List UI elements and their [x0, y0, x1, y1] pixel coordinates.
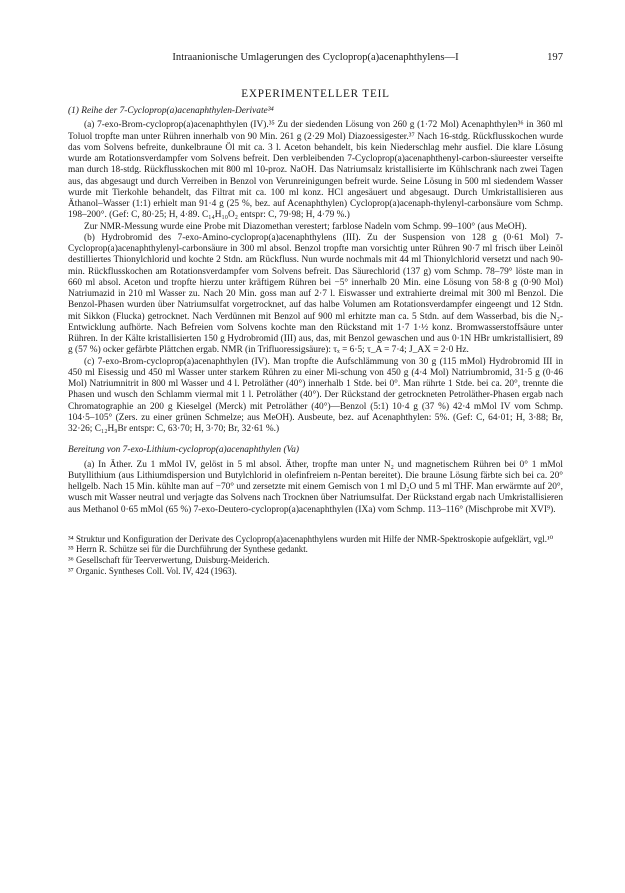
- footnotes: [68, 534, 563, 576]
- footnote-34: ³⁴ Struktur und Konfiguration der Derivate des Cycloprop(a)acenaphthylens wurden mit Hilfe der NMR-Spektroskopie aufgeklärt, vgl.¹⁰: [68, 533, 554, 544]
- subheading-lithium: Bereitung von 7-exo-Lithium-cycloprop(a)acenaphthylen (Va): [68, 445, 300, 456]
- page: [68, 52, 563, 576]
- body-text: [68, 106, 563, 516]
- footnote-35: ³⁵ Herrn R. Schütze sei für die Durchführung der Synthese gedankt.: [68, 544, 308, 555]
- paragraph-ether: (a) In Äther. Zu 1 mMol IV, gelöst in 5 ml absol. Äther, tropfte man unter N₂ und magnetischem Rühren bei 0° 1 mMol Butyllithium (aus Lithiumdispersion und Butylchlorid in olefinfreiem n-Pentan bereitet). Die braune Lösung färbte sich bei ca. 20° hellgelb. Nach 15 Min. kühlte man auf −70° und zersetzte mit einem Gemisch von 1 ml D₂O und 5 ml THF. Man erwärmte auf 20°, wusch mit Wasser neutral und verjagte das Solvens nach Trocknen über Natriumsulfat. Der Rückstand ergab nach Umkristallisieren aus Methanol 0·65 mMol (65 %) 7-exo-Deutero-cycloprop(a)acenaphthylen (IXa) vom Schmp. 113–116° (Mischprobe mit XVI⁹).: [68, 459, 563, 515]
- footnote-36: ³⁶ Gesellschaft für Teerverwertung, Duisburg-Meiderich.: [68, 554, 270, 565]
- running-head-title: Intraanionische Umlagerungen des Cycloprop(a)acenaphthylens—I: [172, 52, 459, 63]
- paragraph-c: (c) 7-exo-Brom-cycloprop(a)acenaphthylen (IV). Man tropfte die Aufschlämmung von 30 g (115 mMol) Hydrobromid III in 450 ml Eisessig und 450 ml Wasser unter starkem Rühren zu einer Mi-schung von 450 g (4·4 Mol) Natriumbromid, 31·5 g (0·46 Mol) Natriumnitrit in 800 ml Wasser und 4 l. Petroläther (40°) innerhalb 1 Stde. bei 0°. Man rührte 1 Stde. bei ca. 20°, trennte die Phasen und wusch den Schlamm viermal mit 1 l. Petroläther (40°). Der Rückstand der getrockneten Petroläther-Phasen ergab nach Chromatographie an 200 g Kieselgel (Merck) mit Petroläther (40°)—Benzol (5:1) 10·4 g (37 %) 42·4 mMol IV vom Schmp. 104·5–105° (Zers. zu einer grünen Schmelze; aus MeOH). Ausbeute, bez. auf Acenaphthylen: 5%. (Gef: C, 64·01; H, 3·88; Br, 32·26; C₁₂H₉Br entspr: C, 63·70; H, 3·70; Br, 32·61 %.): [68, 356, 563, 434]
- footnote-37: ³⁷ Organic. Syntheses Coll. Vol. IV, 424 (1963).: [68, 565, 237, 576]
- section-title: EXPERIMENTELLER TEIL: [241, 88, 390, 100]
- paragraph-a: (a) 7-exo-Brom-cycloprop(a)acenaphthylen (IV).³⁵ Zu der siedenden Lösung von 260 g (1·72 Mol) Acenaphthylen³⁶ in 360 ml Toluol tropfte man unter Rühren innerhalb von 90 Min. 261 g (2·29 Mol) Diazoessigester.³⁷ Nach 16-stdg. Rückflusskochen wurde das vom Solvens befreite, dunkelbraune Öl mit ca. 3 l. Aceton behandelt, bis kein Niederschlag mehr ausfiel. Die klare Lösung wurde am Rotationsverdampfer vom Solvens befreit. Den verbleibenden 7-Cycloprop(a)acenaphthenyl-carbon-säureester verseifte man durch 18-stdg. Rückflusskochen mit 800 ml 10-proz. NaOH. Das Natriumsalz kristallisierte im Kühlschrank nach zwei Tagen aus, das abgesaugt und durch Verreiben in Benzol von Verunreinigungen befreit wurde. Seine Lösung in 500 ml siedendem Wasser wurde mit Tierkohle behandelt, das Filtrat mit ca. 100 ml konz. HCl angesäuert und abgesaugt. Durch Umkristallisieren aus Äthanol–Wasser (1:1) erhielt man 91·4 g (25 %, bez. auf Acenaphthylen) Cycloprop(a)acenaph-thylenyl-carbonsäure vom Schmp. 198–200°. (Gef: C, 80·25; H, 4·89. C₁₄H₁₀O₂ entspr: C, 79·98; H, 4·79 %.): [68, 120, 563, 221]
- page-number: 197: [547, 52, 563, 63]
- paragraph-nmr: Zur NMR-Messung wurde eine Probe mit Diazomethan verestert; farblose Nadeln vom Schmp. 99–100° (aus MeOH).: [84, 221, 527, 232]
- running-head: [68, 52, 563, 68]
- subheading-derivatives: (1) Reihe der 7-Cycloprop(a)acenaphthylen-Derivate³⁴: [68, 106, 274, 116]
- paragraph-b: (b) Hydrobromid des 7-exo-Amino-cycloprop(a)acenaphthylens (III). Zu der Suspension von 128 g (0·61 Mol) 7-Cycloprop(a)acenaphthylenyl-carbonsäure in 300 ml absol. Benzol tropfte man vorsichtig unter Rühren 90·7 ml frisch über Leinöl destilliertes Thionylchlorid und kochte 2 Stdn. am Rückfluss. Nun wurde nochmals mit 44 ml Thionylchlorid versetzt und nach 90-min. Rückflusskochen am Rotationsverdampfer vom Solvens befreit. Das Säurechlorid (137 g) vom Schmp. 78–79° löste man in 660 ml absol. Aceton und tropfte hierzu unter kräftigem Rühren bei −5° innerhalb 20 Min. eine Lösung von 58·8 g (0·90 Mol) Natriumazid in 210 ml Wasser zu. Nach 20 Min. goss man auf 2·7 l. Eiswasser und extrahierte dreimal mit 300 ml Benzol. Die Benzol-Phasen wurden über Natriumsulfat vorgetrocknet, auf das halbe Volumen am Rotationsverdampfer eingeengt und 12 Stdn. mit Sikkon (Flucka) getrocknet. Nach Verdünnen mit Benzol auf 900 ml erhitzte man ca. 5 Stdn. auf dem Wasserbad, bis die N₂-Entwicklung aufhörte. Nach Befreien vom Solvens kochte man den Rückstand mit 1·7 1·½ konz. Bromwasserstoffsäure unter Rühren. In der Kälte kristallisierten 150 g Hydrobromid (III) aus, das, mit Benzol gewaschen und aus 0·1N HBr umkristallisiert, 89 g (57 %) ocker gefärbte Plättchen ergab. NMR (in Trifluoressigsäure): τₓ = 6·5; τ_A = 7·4; J_AX = 2·0 Hz.: [68, 232, 563, 356]
